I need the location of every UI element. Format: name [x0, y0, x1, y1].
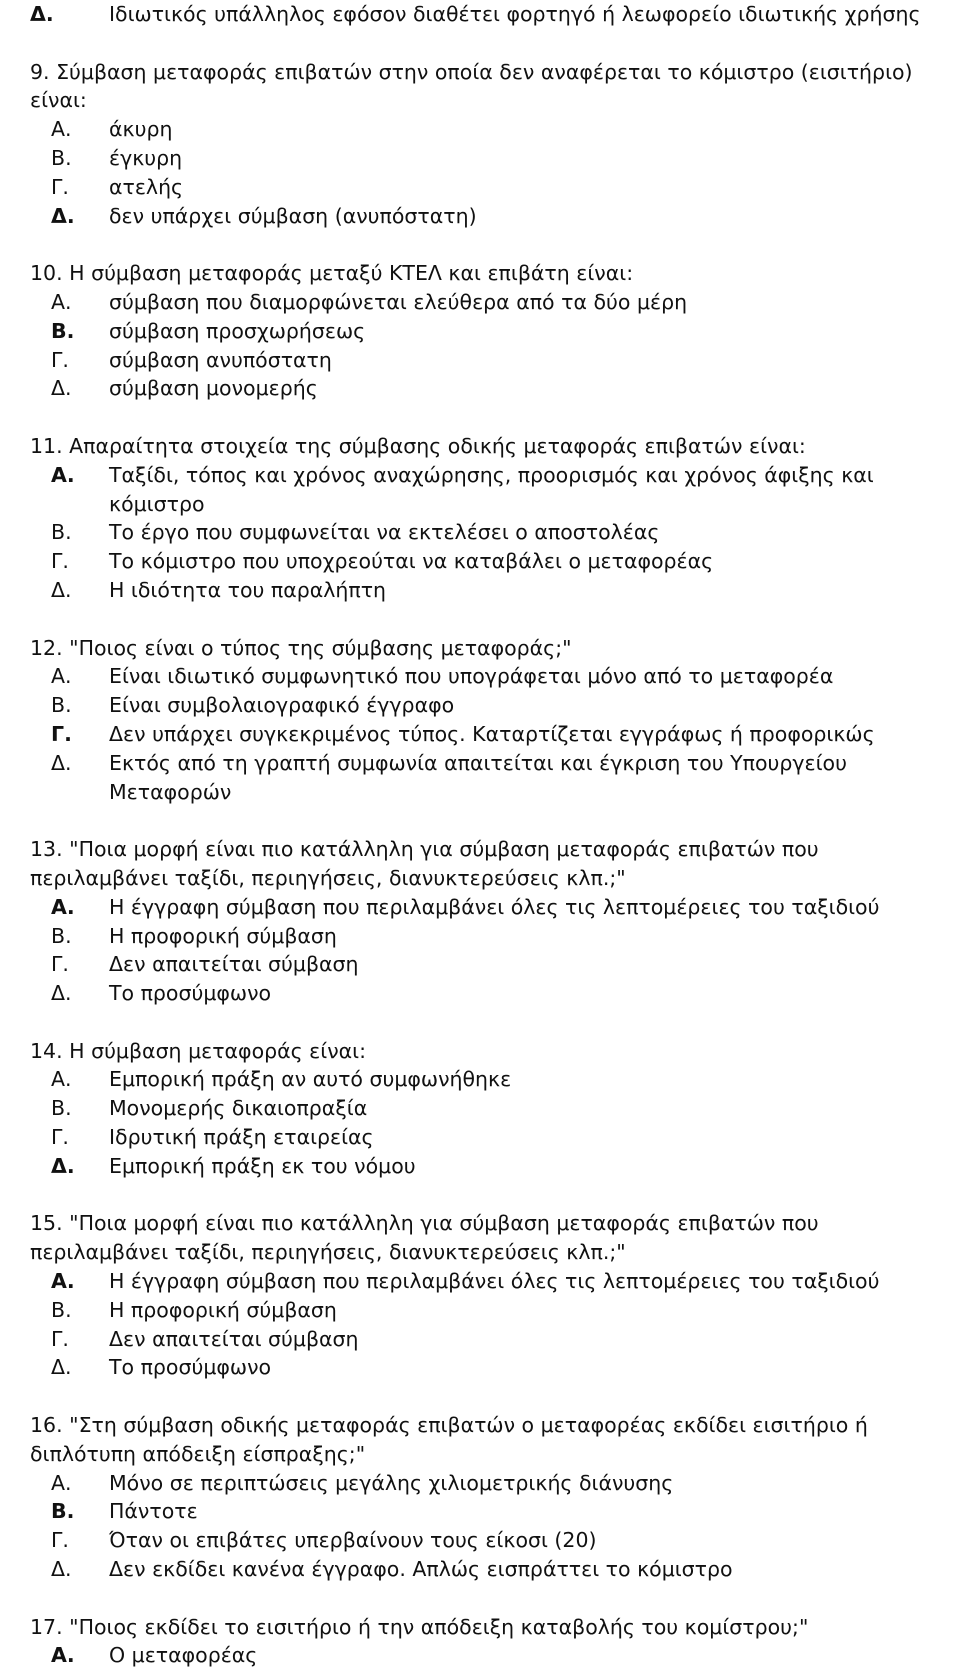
question-prompt: "Ποια μορφή είναι πιο κατάλληλη για σύμβαση μεταφοράς επιβατών που περιλαμβάνει ταξίδι, περιηγήσεις, διανυκτερεύσεις κλπ.;": [30, 837, 819, 890]
option-text: Η προφορική σύμβαση: [109, 1297, 337, 1322]
question-prompt: Απαραίτητα στοιχεία της σύμβασης οδικής μεταφοράς επιβατών είναι:: [69, 433, 806, 458]
option-text: Όταν οι επιβάτες υπερβαίνουν τους είκοσι (20): [109, 1528, 597, 1553]
answer-option: [30, 461, 960, 519]
option-text: σύμβαση ανυπόστατη: [109, 347, 332, 372]
question-prompt: "Ποιος εκδίδει το εισιτήριο ή την απόδειξη καταβολής του κομίστρου;": [69, 1614, 809, 1639]
answer-option: [30, 1555, 960, 1584]
answer-option: [30, 518, 960, 547]
option-letter: Δ.: [51, 1355, 72, 1380]
answer-option: [30, 1065, 960, 1094]
answer-option: [30, 288, 960, 317]
option-text: Εκτός από τη γραπτή συμφωνία απαιτείται και έγκριση του Υπουργείου Μεταφορών: [109, 750, 847, 804]
option-text: Είναι ιδιωτικό συμφωνητικό που υπογράφεται μόνο από το μεταφορέα: [109, 664, 834, 689]
answer-option: [30, 662, 960, 691]
option-text: Μόνο σε περιπτώσεις μεγάλης χιλιομετρικής διάνυσης: [109, 1470, 674, 1495]
answer-option: [30, 374, 960, 403]
option-text: Είναι συμβολαιογραφικό έγγραφο: [109, 693, 455, 718]
answer-option: [30, 950, 960, 979]
option-letter: Β.: [51, 1297, 72, 1322]
question-text: [30, 432, 950, 461]
option-letter: Γ.: [51, 174, 69, 199]
option-letter: Β.: [51, 1096, 72, 1121]
option-letter: Α.: [51, 1067, 72, 1092]
question-text: [30, 1209, 950, 1267]
question-number: 13.: [30, 837, 63, 862]
option-letter: Δ.: [51, 577, 72, 602]
question-number: 14.: [30, 1038, 63, 1063]
question-prompt: "Στη σύμβαση οδικής μεταφοράς επιβατών ο μεταφορέας εκδίδει εισιτήριο ή διπλότυπη απόδειξη είσπραξης;": [30, 1413, 868, 1466]
question-prompt: Η σύμβαση μεταφοράς μεταξύ ΚΤΕΛ και επιβάτη είναι:: [69, 261, 634, 286]
question-text: [30, 835, 950, 893]
answer-option: [30, 922, 960, 951]
question-block: [30, 1613, 960, 1670]
question-number: 9.: [30, 59, 50, 84]
question-text: [30, 634, 950, 663]
question-number: 15.: [30, 1211, 63, 1236]
question-prompt: "Ποιος είναι ο τύπος της σύμβασης μεταφοράς;": [69, 635, 572, 660]
question-text: [30, 259, 950, 288]
option-letter: Α.: [51, 462, 75, 487]
option-text: άκυρη: [109, 117, 173, 142]
option-letter: Γ.: [51, 347, 69, 372]
question-text: [30, 58, 950, 116]
question-prompt: "Ποια μορφή είναι πιο κατάλληλη για σύμβαση μεταφοράς επιβατών που περιλαμβάνει ταξίδι, περιηγήσεις, διανυκτερεύσεις κλπ.;": [30, 1211, 819, 1265]
question-number: 17.: [30, 1614, 63, 1639]
answer-option: [30, 691, 960, 720]
option-text: Δεν απαιτείται σύμβαση: [109, 1326, 359, 1351]
option-letter: Α.: [51, 664, 72, 689]
option-letter: Γ.: [51, 952, 69, 977]
option-letter: Α.: [51, 289, 72, 314]
answer-option: [30, 1152, 960, 1181]
option-text: Το προσύμφωνο: [109, 981, 272, 1006]
question-text: [30, 1411, 950, 1469]
answer-option: [30, 1497, 960, 1526]
option-letter: Δ.: [51, 1557, 72, 1582]
answer-option: [30, 1641, 960, 1670]
question-block: [30, 835, 960, 1008]
option-text: Ταξίδι, τόπος και χρόνος αναχώρησης, προορισμός και χρόνος άφιξης και κόμιστρο: [109, 462, 874, 516]
option-letter: Δ.: [30, 2, 54, 26]
question-block: [30, 1209, 960, 1382]
answer-option: [30, 1094, 960, 1123]
option-letter: Δ.: [51, 1153, 75, 1178]
answer-option: [30, 1469, 960, 1498]
option-text: Μονομερής δικαιοπραξία: [109, 1096, 368, 1121]
option-letter: Γ.: [51, 721, 72, 746]
question-block: [30, 634, 960, 807]
answer-option: [30, 749, 960, 807]
option-text: Το κόμιστρο που υποχρεούται να καταβάλει ο μεταφορέας: [109, 549, 714, 574]
answer-option: [30, 1123, 960, 1152]
option-text: Η έγγραφη σύμβαση που περιλαμβάνει όλες τις λεπτομέρειες του ταξιδιού: [109, 1269, 880, 1294]
question-text: [30, 1037, 950, 1066]
question-block: [30, 1411, 960, 1584]
question-number: 10.: [30, 261, 63, 286]
option-text: Πάντοτε: [109, 1499, 198, 1524]
answer-option: [30, 115, 960, 144]
option-text: Δεν υπάρχει συγκεκριμένος τύπος. Καταρτίζεται εγγράφως ή προφορικώς: [109, 721, 875, 746]
option-letter: Β.: [51, 693, 72, 718]
answer-option: [30, 144, 960, 173]
answer-option: [30, 979, 960, 1008]
option-letter: Α.: [51, 117, 72, 142]
option-text: Δεν εκδίδει κανένα έγγραφο. Απλώς εισπράττει το κόμιστρο: [109, 1557, 733, 1582]
option-text: δεν υπάρχει σύμβαση (ανυπόστατη): [109, 203, 477, 228]
answer-option: [30, 1267, 960, 1296]
option-text: Η ιδιότητα του παραλήπτη: [109, 577, 387, 602]
option-letter: Δ.: [51, 376, 72, 401]
question-text: [30, 1613, 950, 1642]
question-number: 12.: [30, 635, 63, 660]
question-number: 11.: [30, 433, 63, 458]
option-letter: Γ.: [51, 1326, 69, 1351]
option-letter: Δ.: [51, 981, 72, 1006]
option-text: Εμπορική πράξη εκ του νόμου: [109, 1153, 416, 1178]
option-letter: Β.: [51, 318, 75, 343]
option-letter: Δ.: [51, 750, 72, 775]
option-text: σύμβαση προσχωρήσεως: [109, 318, 366, 343]
option-text: Εμπορική πράξη αν αυτό συμφωνήθηκε: [109, 1067, 512, 1092]
option-text: έγκυρη: [109, 145, 183, 170]
option-letter: Α.: [51, 894, 75, 919]
question-block: [30, 432, 960, 605]
option-letter: Β.: [51, 145, 72, 170]
answer-option: [30, 547, 960, 576]
option-text: Το έργο που συμφωνείται να εκτελέσει ο αποστολέας: [109, 520, 660, 545]
answer-option: [30, 173, 960, 202]
answer-option: [30, 1296, 960, 1325]
answer-option: [30, 1325, 960, 1354]
option-letter: Γ.: [51, 1528, 69, 1553]
option-text: Η προφορική σύμβαση: [109, 923, 337, 948]
option-text: Ο μεταφορέας: [109, 1643, 258, 1668]
option-letter: Γ.: [51, 1125, 69, 1150]
option-text: σύμβαση που διαμορφώνεται ελεύθερα από τα δύο μέρη: [109, 289, 688, 314]
option-letter: Β.: [51, 923, 72, 948]
question-block: [30, 1037, 960, 1181]
answer-option: [30, 1353, 960, 1382]
answer-option: [30, 576, 960, 605]
question-prompt: Η σύμβαση μεταφοράς είναι:: [69, 1038, 367, 1063]
option-text: σύμβαση μονομερής: [109, 376, 318, 401]
answer-option: [30, 346, 960, 375]
previous-question-tail-option: [30, 0, 960, 29]
option-letter: Α.: [51, 1643, 75, 1668]
answer-option: [30, 1526, 960, 1555]
answer-option: [30, 317, 960, 346]
option-letter: Β.: [51, 1499, 75, 1524]
answer-option: [30, 202, 960, 231]
question-prompt: Σύμβαση μεταφοράς επιβατών στην οποία δεν αναφέρεται το κόμιστρο (εισιτήριο) είναι:: [30, 59, 913, 113]
answer-option: [30, 893, 960, 922]
option-text: ατελής: [109, 174, 184, 199]
option-text: Δεν απαιτείται σύμβαση: [109, 952, 359, 977]
option-letter: Α.: [51, 1269, 75, 1294]
question-list: [30, 58, 960, 1670]
answer-option: [30, 720, 960, 749]
question-block: [30, 259, 960, 403]
option-text: Ιδιωτικός υπάλληλος εφόσον διαθέτει φορτηγό ή λεωφορείο ιδιωτικής χρήσης: [109, 2, 921, 26]
option-text: Η έγγραφη σύμβαση που περιλαμβάνει όλες τις λεπτομέρειες του ταξιδιού: [109, 894, 880, 919]
question-block: [30, 58, 960, 231]
option-text: Το προσύμφωνο: [109, 1355, 272, 1380]
question-number: 16.: [30, 1413, 63, 1438]
option-letter: Α.: [51, 1470, 72, 1495]
option-letter: Δ.: [51, 203, 75, 228]
option-letter: Β.: [51, 520, 72, 545]
option-letter: Γ.: [51, 549, 69, 574]
option-text: Ιδρυτική πράξη εταιρείας: [109, 1125, 374, 1150]
